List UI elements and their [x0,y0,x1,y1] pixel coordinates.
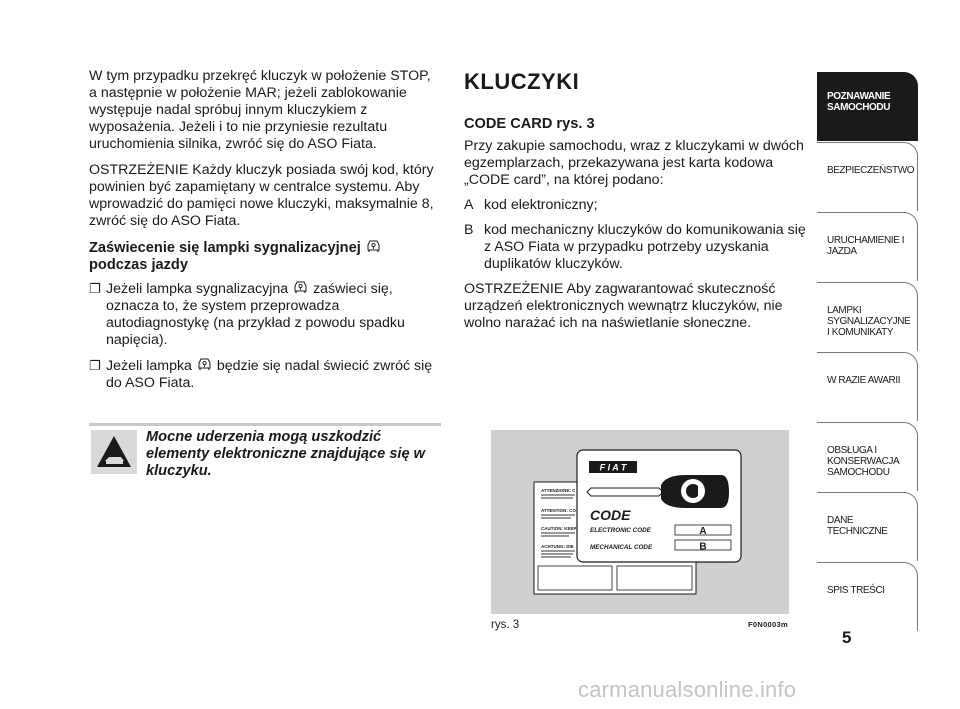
page-title: KLUCZYKI [464,69,580,94]
code-card-illustration [491,430,789,614]
immobilizer-lamp-icon [365,239,382,254]
tab-bezpieczenstwo[interactable]: BEZPIECZEŃSTWO [817,142,918,211]
bullet-lamp-on: ❐ Jeżeli lampka sygnalizacyjna zaświeci się, oznacza to, że system przeprowadza autodiagnostykę (na przykład z powodu spadku napięcia). [89,281,405,348]
mechanical-code-value: B [699,541,707,553]
intro-paragraph: Przy zakupie samochodu, wraz z kluczykami w dwóch egzemplarzach, przekazywana jest karta kodowa „CODE card”, na której podano: [464,138,804,188]
card-title: CODE [590,507,631,523]
list-item: A kod elektroniczny; [464,197,598,213]
lamp-heading-text-b: podczas jazdy [89,257,188,273]
lamp-section-heading [89,239,439,274]
tab-lampki-sygnalizacyjne[interactable]: LAMPKI SYGNALIZACYJNE I KOMUNIKATY [817,282,918,351]
tab-dane-techniczne[interactable]: DANE TECHNICZNE [817,492,918,561]
section-subtitle: CODE CARD rys. 3 [464,116,595,132]
immobilizer-lamp-icon [196,357,213,372]
warning-divider [89,423,441,426]
electronic-code-value: A [699,526,707,537]
code-card-figure [491,430,789,614]
immobilizer-lamp-icon [292,280,309,295]
mechanical-code-label: MECHANICAL CODE [590,544,653,551]
watermark: carmanualsonline.info [578,677,797,702]
tab-obsluga-i-konserwacja[interactable]: OBSŁUGA I KONSERWACJA SAMOCHODU [817,422,918,491]
electronic-code-label: ELECTRONIC CODE [590,527,651,534]
lamp-heading-text-a: Zaświecenie się lampki sygnalizacyjnej [89,240,361,256]
warning-text: Mocne uderzenia mogą uszkodzić elementy elektroniczne znajdujące się w kluczyku. [146,429,426,479]
warning-icon-box [91,430,137,474]
checkbox-bullet-icon: ❐ [89,358,101,373]
figure-caption: rys. 3 [491,619,520,631]
fiat-logo: F I A T [599,462,627,473]
right-column [464,68,809,340]
left-column [89,68,439,400]
paragraph-stop-mar: W tym przypadku przekręć kluczyk w położenie STOP, a następnie w położenie MAR; jeżeli zablokowanie występuje nadal spróbuj innym kluczykiem z wyposażenia. Jeżeli i to nie przyniesie rezultatu uruchomienia silnika, zwróć się do ASO Fiata. [89,68,431,152]
checkbox-bullet-icon: ❐ [89,281,101,296]
page-number: 5 [842,628,852,647]
figure-code: F0N0003m [748,620,788,629]
back-line-4: ACHTUNG: DIE [541,544,574,549]
chapter-sidebar [817,72,918,632]
tab-spis-tresci[interactable]: SPIS TREŚCI [817,562,918,631]
bullet-lamp-stays-on: ❐ Jeżeli lampka będzie się nadal świecić zwróć się do ASO Fiata. [89,358,433,391]
tab-uruchamienie-i-jazda[interactable]: URUCHAMIENIE I JAZDA [817,212,918,281]
tab-poznawanie-samochodu[interactable]: POZNAWANIE SAMOCHODU [817,72,918,141]
paragraph-key-codes-warning: OSTRZEŻENIE Każdy kluczyk posiada swój kod, który powinien być zapamiętany w centralce systemu. Aby wprowadzić do pamięci nowe kluczyki, maksymalnie 8, zwróć się do ASO Fiata. [89,162,434,229]
list-item: B kod mechaniczny kluczyków do komunikowania się z ASO Fiata w przypadku potrzeby uzyskania duplikatów kluczyków. [464,222,806,272]
warning-triangle-icon [91,430,137,474]
back-line-1: ATTENZIONE: C [541,488,576,493]
tab-w-razie-awarii[interactable]: W RAZIE AWARII [817,352,918,421]
back-line-2: ATTENTION: CO [541,508,576,513]
sunlight-warning: OSTRZEŻENIE Aby zagwarantować skuteczność urządzeń elektronicznych wewnątrz kluczyków, nie wolno narażać ich na naświetlanie słoneczne. [464,281,783,331]
back-line-3: CAUTION: KEEP [541,526,577,531]
